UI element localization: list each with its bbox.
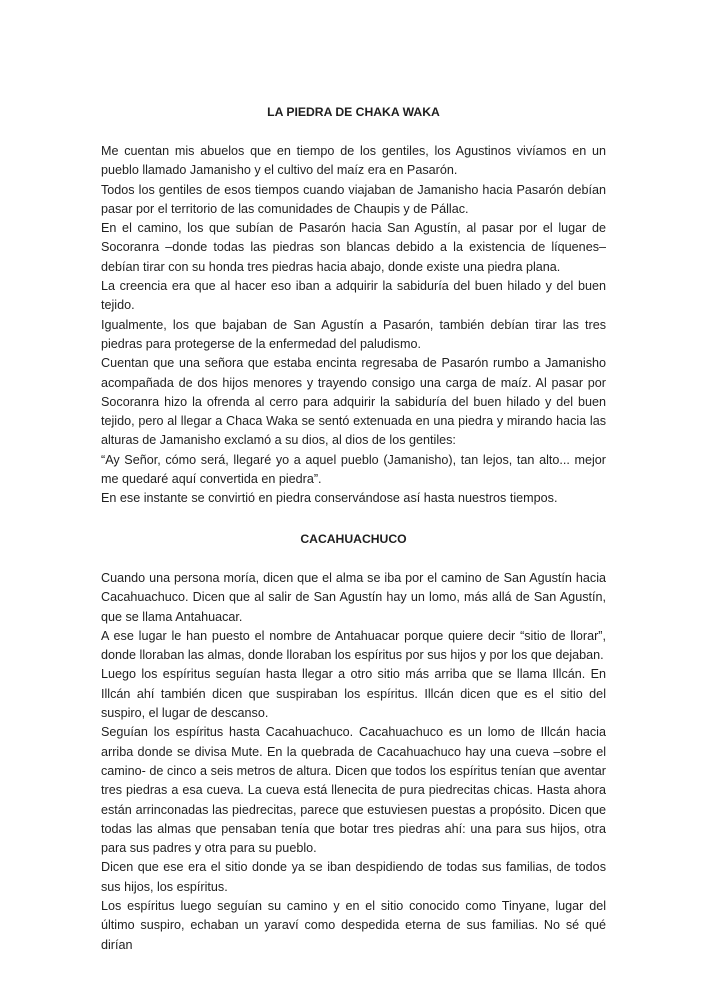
story-chaka-waka [101, 103, 606, 509]
paragraph: Luego los espíritus seguían hasta llegar a otro sitio más arriba que se llama Illcán. En Illcán ahí también dicen que suspiraban los espíritus. Illcán dicen que es el sitio del suspiro, el lugar de descanso. [101, 667, 606, 721]
paragraph: Igualmente, los que bajaban de San Agustín a Pasarón, también debían tirar las tres piedras para protegerse de la enfermedad del paludismo. [101, 317, 606, 351]
paragraph: Los espíritus luego seguían su camino y en el sitio conocido como Tinyane, lugar del último suspiro, echaban un yaraví como despedida eterna de sus familias. No sé qué dirían [101, 899, 606, 952]
paragraph: Todos los gentiles de esos tiempos cuando viajaban de Jamanisho hacia Pasarón debían pasar por el territorio de las comunidades de Chaupis y de Pállac. [101, 182, 606, 216]
paragraph: Cuentan que una señora que estaba encinta regresaba de Pasarón rumbo a Jamanisho acompañada de dos hijos menores y trayendo consigo una carga de maíz. Al pasar por Socoranra hizo la ofrenda al cerro para adquirir la sabiduría del buen hilado y del buen tejido, pero al llegar a Chaca Waka se sentó extenuada en una piedra y mirando hacia las alturas de Jamanisho exclamó a su dios, al dios de los gentiles: [101, 356, 606, 448]
paragraph: En ese instante se convirtió en piedra conservándose así hasta nuestros tiempos. [101, 491, 558, 506]
paragraph: Seguían los espíritus hasta Cacahuachuco. Cacahuachuco es un lomo de Illcán hacia arriba donde se divisa Mute. En la quebrada de Cacahuachuco hay una cueva –sobre el camino- de cinco a seis metros de altura. Dicen que todos los espíritus tenían que aventar tres piedras a esa cueva. La cueva está llenecita de pura piedrecitas chicas. Hasta ahora están arrinconadas las piedrecitas, parece que estuviesen puestas a propósito. Dicen que todas las almas que pensaban tenía que botar tres piedras ahí: una para sus hijos, otra para sus padres y otra para su pueblo. [101, 725, 606, 856]
paragraph: “Ay Señor, cómo será, llegaré yo a aquel pueblo (Jamanisho), tan lejos, tan alto... mejor me quedaré aquí convertida en piedra”. [101, 452, 606, 487]
story-title: CACAHUACHUCO [300, 532, 407, 546]
paragraph: Cuando una persona moría, dicen que el alma se iba por el camino de San Agustín hacia Cacahuachuco. Dicen que al salir de San Agustín hay un lomo, más allá de San Agustín, que se llama Antahuacar. [101, 571, 606, 624]
paragraph: La creencia era que al hacer eso iban a adquirir la sabiduría del buen hilado y del buen tejido. [101, 279, 606, 313]
paragraph: A ese lugar le han puesto el nombre de Antahuacar porque quiere decir “sitio de llorar”, donde lloraban las almas, donde lloraban los espíritus por sus hijos y por los que dejaban. [101, 628, 606, 663]
paragraph: En el camino, los que subían de Pasarón hacia San Agustín, al pasar por el lugar de Socoranra –donde todas las piedras son blancas debido a la existencia de líquenes– debían tirar con su honda tres piedras hacia abajo, donde existe una piedra plana. [101, 221, 606, 274]
story-cacahuachuco [101, 530, 606, 955]
story-title: LA PIEDRA DE CHAKA WAKA [267, 105, 440, 119]
paragraph: Me cuentan mis abuelos que en tiempo de los gentiles, los Agustinos vivíamos en un pueblo llamado Jamanisho y el cultivo del maíz era en Pasarón. [101, 144, 606, 178]
paragraph: Dicen que ese era el sitio donde ya se iban despidiendo de todas sus familias, de todos sus hijos, los espíritus. [101, 860, 606, 894]
